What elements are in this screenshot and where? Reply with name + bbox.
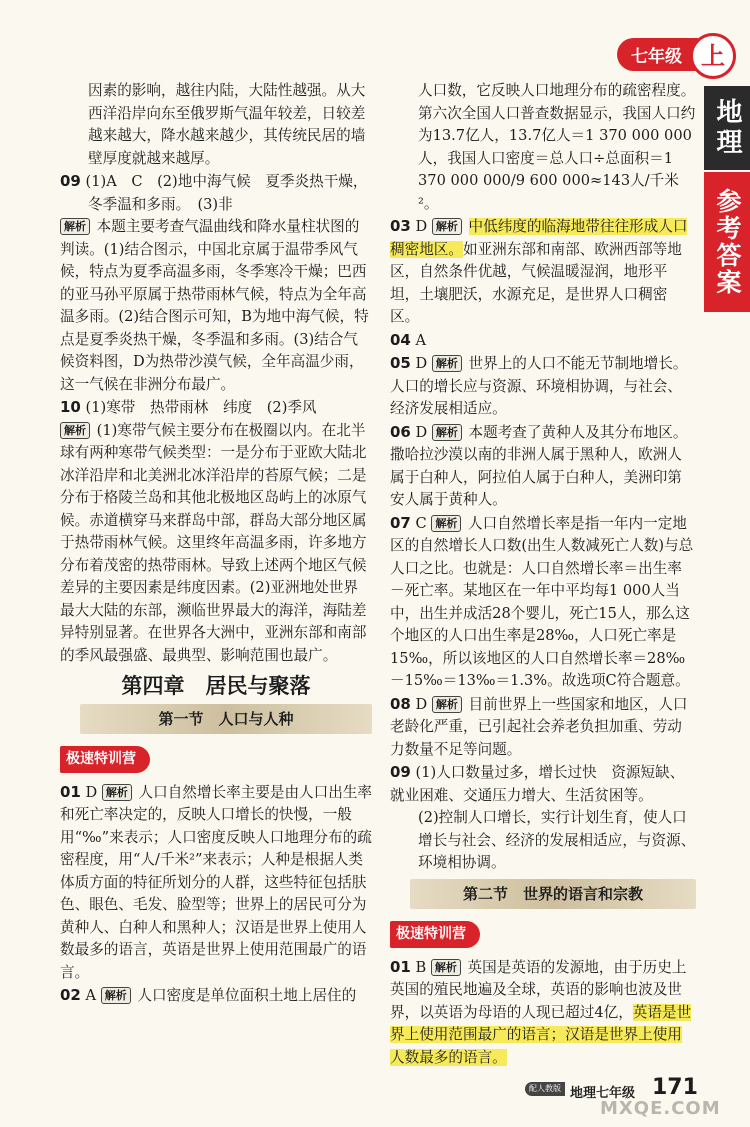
question-number: 05 — [390, 354, 411, 372]
q04 — [390, 329, 696, 353]
answer-text: D — [85, 783, 98, 801]
q09-part2: (2)控制人口增长，实行计划生育，使人口增长与社会、经济的发展相适应，与资源、环境相协调。 — [418, 809, 696, 871]
s2-q01 — [390, 956, 696, 1070]
highlighted-text: 英语是世界上使用范围最广的语言；汉语是世界上使用人数最多的语言。 — [390, 1003, 692, 1066]
analysis-tag: 解析 — [60, 218, 90, 235]
training-label: 极速特训营 — [390, 921, 480, 948]
highlighted-text: 中低纬度的临海地带往往形成人口稠密地区。 — [390, 218, 688, 258]
page-number: 171 — [652, 1075, 698, 1100]
s1-q02 — [60, 984, 372, 1008]
q09-answer — [60, 170, 372, 194]
section-title: 第二节 世界的语言和宗教 — [410, 879, 696, 910]
q09 — [390, 761, 696, 807]
question-number: 08 — [390, 694, 411, 713]
q09-answer-cont: 冬季温和多雨。 (3)非 — [88, 195, 233, 213]
q07 — [390, 512, 696, 693]
question-number: 03 — [390, 217, 411, 235]
explanation-text: 世界上的人口不能无节制地增长。人口的增长应与资源、环境相协调，与社会、经济发展相适应。 — [390, 355, 688, 417]
question-number: 02 — [60, 986, 81, 1004]
analysis-tag: 解析 — [431, 515, 461, 532]
explanation-text: 本题考查了黄种人及其分布地区。撒哈拉沙漠以南的非洲人属于黑种人，欧洲人属于白种人，阿拉伯人属于白种人，美洲印第安人属于黄种人。 — [390, 423, 688, 508]
answer-text: C — [415, 514, 427, 532]
question-number: 10 — [60, 398, 81, 416]
question-number: 04 — [390, 330, 411, 349]
q08 — [390, 693, 696, 762]
footer-edition-badge: 配人教版 — [525, 1082, 565, 1096]
explanation-text: 本题主要考查气温曲线和降水量柱状图的判读。(1)结合图示，中国北京属于温带季风气候，特点为夏季高温多雨，冬季寒冷干燥；巴西的亚马孙平原属于热带雨林气候，特点为全年高温多雨。(2)结合图示可知，B为地中海气候，特点是夏季炎热干燥，冬季温和多雨。(3)结合气候资料图，D为热带沙漠气候，全年高温少雨，这一气候在非洲分布最广。 — [60, 218, 369, 393]
explanation-text: 人口自然增长率主要是由人口出生率和死亡率决定的，反映人口增长的快慢，一般用“‰”来表示；人口密度反映人口地理分布的疏密程度，用“人/千米²”来表示；人种是根据人类体质方面的特征所划分的人群，这些特征包括肤色、眼色、毛发、脸型等；世界上的居民可分为黄种人、白种人和黑种人；汉语是世界上使用人数最多的语言，英语是世界上使用范围最广的语言。 — [60, 783, 373, 981]
answer-text: A — [415, 331, 427, 349]
volume-badge: 上 — [690, 33, 736, 79]
q05 — [390, 352, 696, 421]
right-column — [390, 80, 696, 1069]
explanation-text: 人口密度是单位面积土地上居住的 — [137, 987, 357, 1004]
q09-explanation — [60, 216, 372, 396]
answer-text: (1)人口数量过多，增长过快 资源短缺、就业困难、交通压力增大、生活贫困等。 — [390, 764, 685, 804]
question-number: 01 — [390, 957, 411, 976]
answer-text: A — [85, 987, 97, 1004]
question-number: 09 — [390, 763, 411, 781]
analysis-tag: 解析 — [432, 696, 462, 713]
analysis-tag: 解析 — [431, 959, 461, 976]
q06 — [390, 421, 696, 512]
footer-book-label: 地理七年级 — [570, 1086, 636, 1101]
answer-text: (1)寒带 热带雨林 纬度 (2)季风 — [85, 399, 317, 416]
explanation-text: 目前世界上一些国家和地区，人口老龄化严重，已引起社会养老负担加重、劳动力数量不足等问题。 — [390, 695, 688, 758]
answer-tab: 参考答案 — [704, 172, 750, 312]
grade-tab: 七年级 — [617, 38, 698, 71]
watermark: MXQE.COM — [600, 1098, 721, 1119]
section-title: 第一节 人口与人种 — [80, 704, 372, 735]
question-number: 06 — [390, 422, 411, 441]
analysis-tag: 解析 — [432, 424, 462, 441]
answer-text: D — [415, 218, 428, 235]
explanation-text: (1)寒带气候主要分布在极圈以内。在北半球有两种寒带气候类型：一是分布于亚欧大陆北冰洋沿岸和北美洲北冰洋沿岸的苔原气候；二是分布于格陵兰岛和其他北极地区岛屿上的冰原气候。赤道横穿马来群岛中部，群岛大部分地区属于热带雨林气候。这里终年高温多雨，许多地方分布着茂密的热带雨林。导致上述两个地区气候差异的主要因素是纬度因素。(2)亚洲地处世界最大大陆的东部，濒临世界最大的海洋，海陆差异特别显著。在世界各大洲中，亚洲东部和南部的季风最强盛、最典型、影响范围也最广。 — [60, 421, 367, 664]
question-number: 01 — [60, 782, 81, 801]
explanation-text: 英国是英语的发源地，由于历史上英国的殖民地遍及全球，英语的影响也波及世界，以英语为母语的人现已超过4亿， — [390, 958, 687, 1021]
analysis-tag: 解析 — [60, 422, 90, 439]
question-number: 09 — [60, 172, 81, 190]
explanation-text: 如亚洲东部和南部、欧洲西部等地区，自然条件优越，气候温暖湿润，地形平坦，土壤肥沃，水源充足，是世界人口稠密区。 — [390, 240, 682, 325]
analysis-tag: 解析 — [102, 784, 132, 801]
q10-explanation — [60, 420, 372, 668]
s1-q01 — [60, 781, 372, 985]
analysis-tag: 解析 — [101, 987, 131, 1004]
subject-tab: 地理 — [704, 86, 750, 170]
left-column — [60, 80, 372, 1008]
answer-text: D — [415, 695, 428, 713]
training-label: 极速特训营 — [60, 746, 150, 773]
explanation-text: 人口自然增长率是指一年内一定地区的自然增长人口数(出生人数减死亡人数)与总人口之比。也就是：人口自然增长率＝出生率－死亡率。某地区在一年中平均每1 000人当中，出生并成活28个婴儿，死亡15人，那么这个地区的人口出生率是28‰，人口死亡率是15‰，所以该地区的人口自然增长率＝28‰－15‰＝13‰＝1.3%。故选项C符合题意。 — [390, 514, 694, 689]
answer-text: B — [415, 958, 427, 976]
answer-text: D — [415, 355, 428, 372]
analysis-tag: 解析 — [432, 355, 462, 372]
q03 — [390, 215, 696, 329]
question-number: 07 — [390, 513, 411, 532]
left-intro: 因素的影响，越往内陆，大陆性越强。从大西洋沿岸向东至俄罗斯气温年较差，日较差越来越大，降水越来越少，其传统民居的墙壁厚度就越来越厚。 — [88, 82, 366, 167]
right-intro: 人口数，它反映人口地理分布的疏密程度。第六次全国人口普查数据显示，我国人口约为13.7亿人，13.7亿人＝1 370 000 000人，我国人口密度＝总人口÷总面积＝1 370 000 000/9 600 000≈143人/千米²。 — [418, 82, 696, 212]
answer-text: D — [415, 423, 428, 441]
chapter-title: 第四章 居民与聚落 — [121, 674, 311, 698]
q10-answer — [60, 396, 372, 420]
answer-text: (1)A C (2)地中海气候 夏季炎热干燥， — [85, 173, 368, 190]
analysis-tag: 解析 — [432, 218, 462, 235]
